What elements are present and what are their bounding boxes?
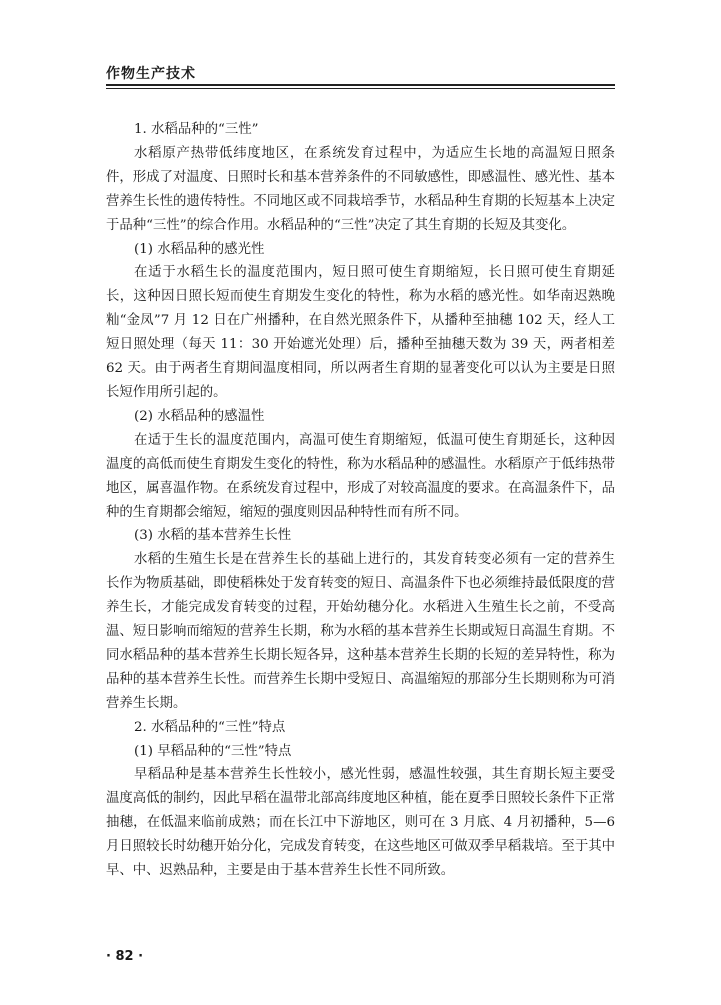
body-text: [106, 118, 615, 883]
subsection-heading-temperature: (2) 水稻品种的感温性: [134, 408, 265, 424]
paragraph: 水稻的生殖生长是在营养生长的基础上进行的，其发育转变必须有一定的营养生长作为物质基础，即使稻株处于发育转变的短日、高温条件下也必须维持最低限度的营养生长，才能完成发育转变的过程，开始幼穗分化。水稻进入生殖生长之前，不受高温、短日影响而缩短的营养生长期，称为水稻的基本营养生长期或短日高温生育期。不同水稻品种的基本营养生长期长短各异，这种基本营养生长期的长短的差异特性，称为品种的基本营养生长性。而营养生长期中受短日、高温缩短的那部分生长期则称为可消营养生长期。: [106, 552, 615, 711]
section-heading-1: 1. 水稻品种的“三性”: [134, 122, 259, 137]
section-heading-2: 2. 水稻品种的“三性”特点: [134, 719, 286, 735]
paragraph: 早稻品种是基本营养生长性较小，感光性弱，感温性较强，其生育期长短主要受温度高低的制约，因此早稻在温带北部高纬度地区种植，能在夏季日照较长条件下正常抽穗，在低温来临前成熟；而在长江中下游地区，则可在 3 月底、4 月初播种，5—6 月日照较长时幼穗开始分化，完成发育转变，在这些地区可做双季早稻栽培。至于其中早、中、迟熟品种，主要是由于基本营养生长性不同所致。: [106, 767, 615, 879]
subsection-heading-photoperiod: (1) 水稻品种的感光性: [134, 241, 265, 257]
paragraph: 在适于水稻生长的温度范围内，短日照可使生育期缩短，长日照可使生育期延长，这种因日照长短而使生育期发生变化的特性，称为水稻的感光性。如华南迟熟晚籼“金凤”7 月 12 日在广州播种，在自然光照条件下，从播种至抽穗 102 天，经人工短日照处理（每天 11：30 开始遮光处理）后，播种至抽穗天数为 39 天，两者相差 62 天。由于两者生育期间温度相同，所以两者生育期的显著变化可以认为主要是日照长短作用所引起的。: [106, 265, 615, 400]
subsection-heading-basic-vegetative: (3) 水稻的基本营养生长性: [134, 528, 292, 544]
paragraph: 在适于生长的温度范围内，高温可使生育期缩短，低温可使生育期延长，这种因温度的高低而使生育期发生变化的特性，称为水稻品种的感温性。水稻原产于低纬热带地区，属喜温作物。在系统发育过程中，形成了对较高温度的要求。在高温条件下，品种的生育期都会缩短，缩短的强度则因品种特性而有所不同。: [106, 432, 615, 520]
paragraph: 水稻原产热带低纬度地区，在系统发育过程中，为适应生长地的高温短日照条件，形成了对温度、日照时长和基本营养条件的不同敏感性，即感温性、感光性、基本营养生长性的遗传特性。不同地区或不同栽培季节，水稻品种生育期的长短基本上决定于品种“三性”的综合作用。水稻品种的“三性”决定了其生育期的长短及其变化。: [106, 145, 615, 233]
running-header: 作物生产技术: [106, 66, 196, 82]
header-rule-thick: [106, 84, 615, 86]
subsection-heading-early-rice: (1) 早稻品种的“三性”特点: [134, 743, 292, 759]
page-number: · 82 ·: [106, 949, 144, 964]
header-rule-thin: [106, 88, 615, 89]
